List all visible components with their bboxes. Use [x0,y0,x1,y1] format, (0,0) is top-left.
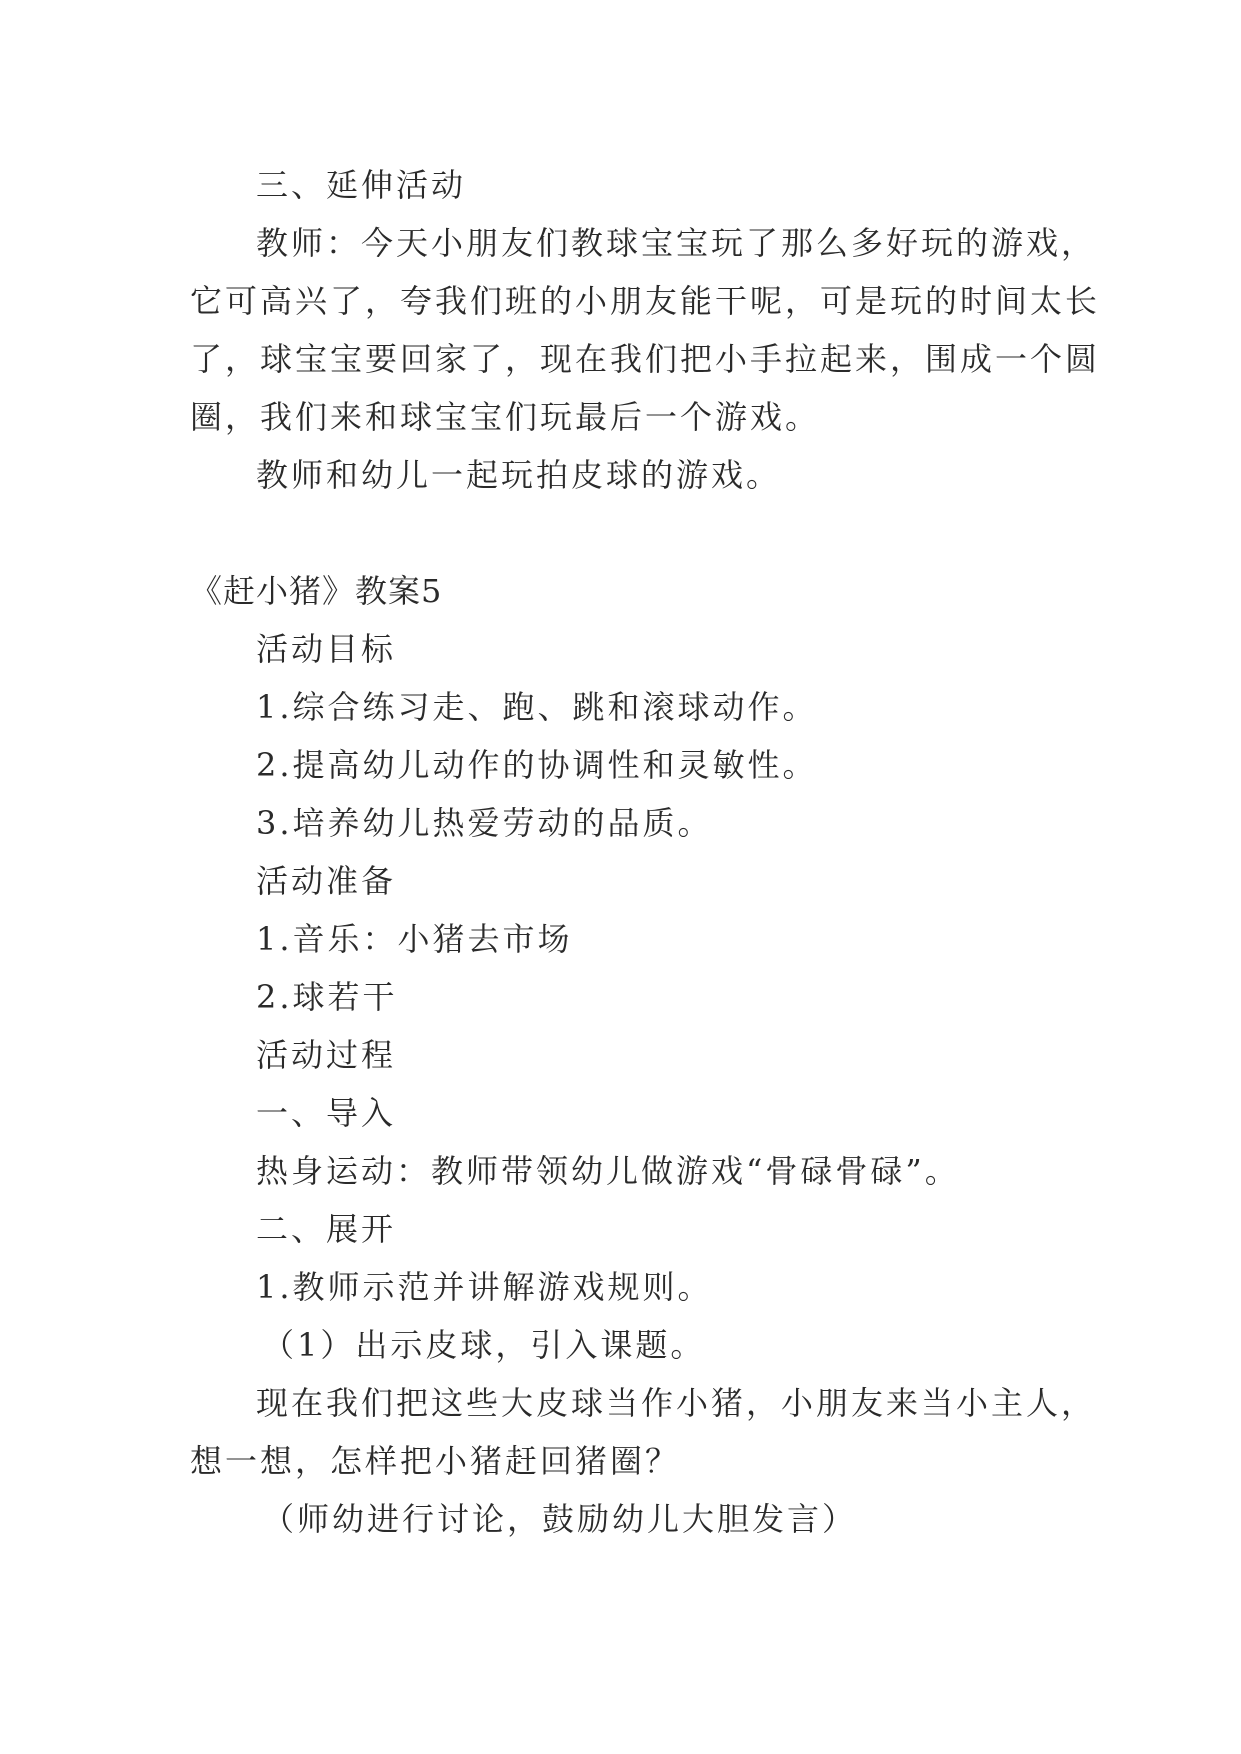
goal-item: 2.提高幼儿动作的协调性和灵敏性。 [256,746,818,784]
paragraph-line: 了，球宝宝要回家了，现在我们把小手拉起来，围成一个圆 [190,340,1101,378]
goal-item: 3.培养幼儿热爱劳动的品质。 [256,804,713,842]
prep-item: 2.球若干 [256,978,398,1016]
goal-item: 1.综合练习走、跑、跳和滚球动作。 [256,688,818,726]
sub-step-item: （1）出示皮球，引入课题。 [262,1326,706,1364]
section-heading-extension: 三、延伸活动 [256,166,467,204]
prep-item: 1.音乐：小猪去市场 [256,920,573,958]
paragraph: 热身运动：教师带领幼儿做游戏“骨碌骨碌”。 [256,1152,960,1190]
paragraph-line: 它可高兴了，夸我们班的小朋友能干呢，可是玩的时间太长 [190,282,1101,320]
paragraph: （师幼进行讨论，鼓励幼儿大胆发言） [262,1500,858,1538]
section-heading-goals: 活动目标 [256,630,397,668]
lesson-title: 《赶小猪》教案5 [190,572,443,610]
subsection-heading-intro: 一、导入 [256,1094,397,1132]
paragraph-line: 圈，我们来和球宝宝们玩最后一个游戏。 [190,398,821,436]
paragraph-line: 教师：今天小朋友们教球宝宝玩了那么多好玩的游戏， [256,224,1097,262]
subsection-heading-expand: 二、展开 [256,1210,397,1248]
section-heading-process: 活动过程 [256,1036,397,1074]
paragraph: 教师和幼儿一起玩拍皮球的游戏。 [256,456,782,494]
section-heading-prep: 活动准备 [256,862,397,900]
paragraph-line: 现在我们把这些大皮球当作小猪，小朋友来当小主人， [256,1384,1097,1422]
step-item: 1.教师示范并讲解游戏规则。 [256,1268,713,1306]
paragraph-line: 想一想，怎样把小猪赶回猪圈？ [190,1442,681,1480]
